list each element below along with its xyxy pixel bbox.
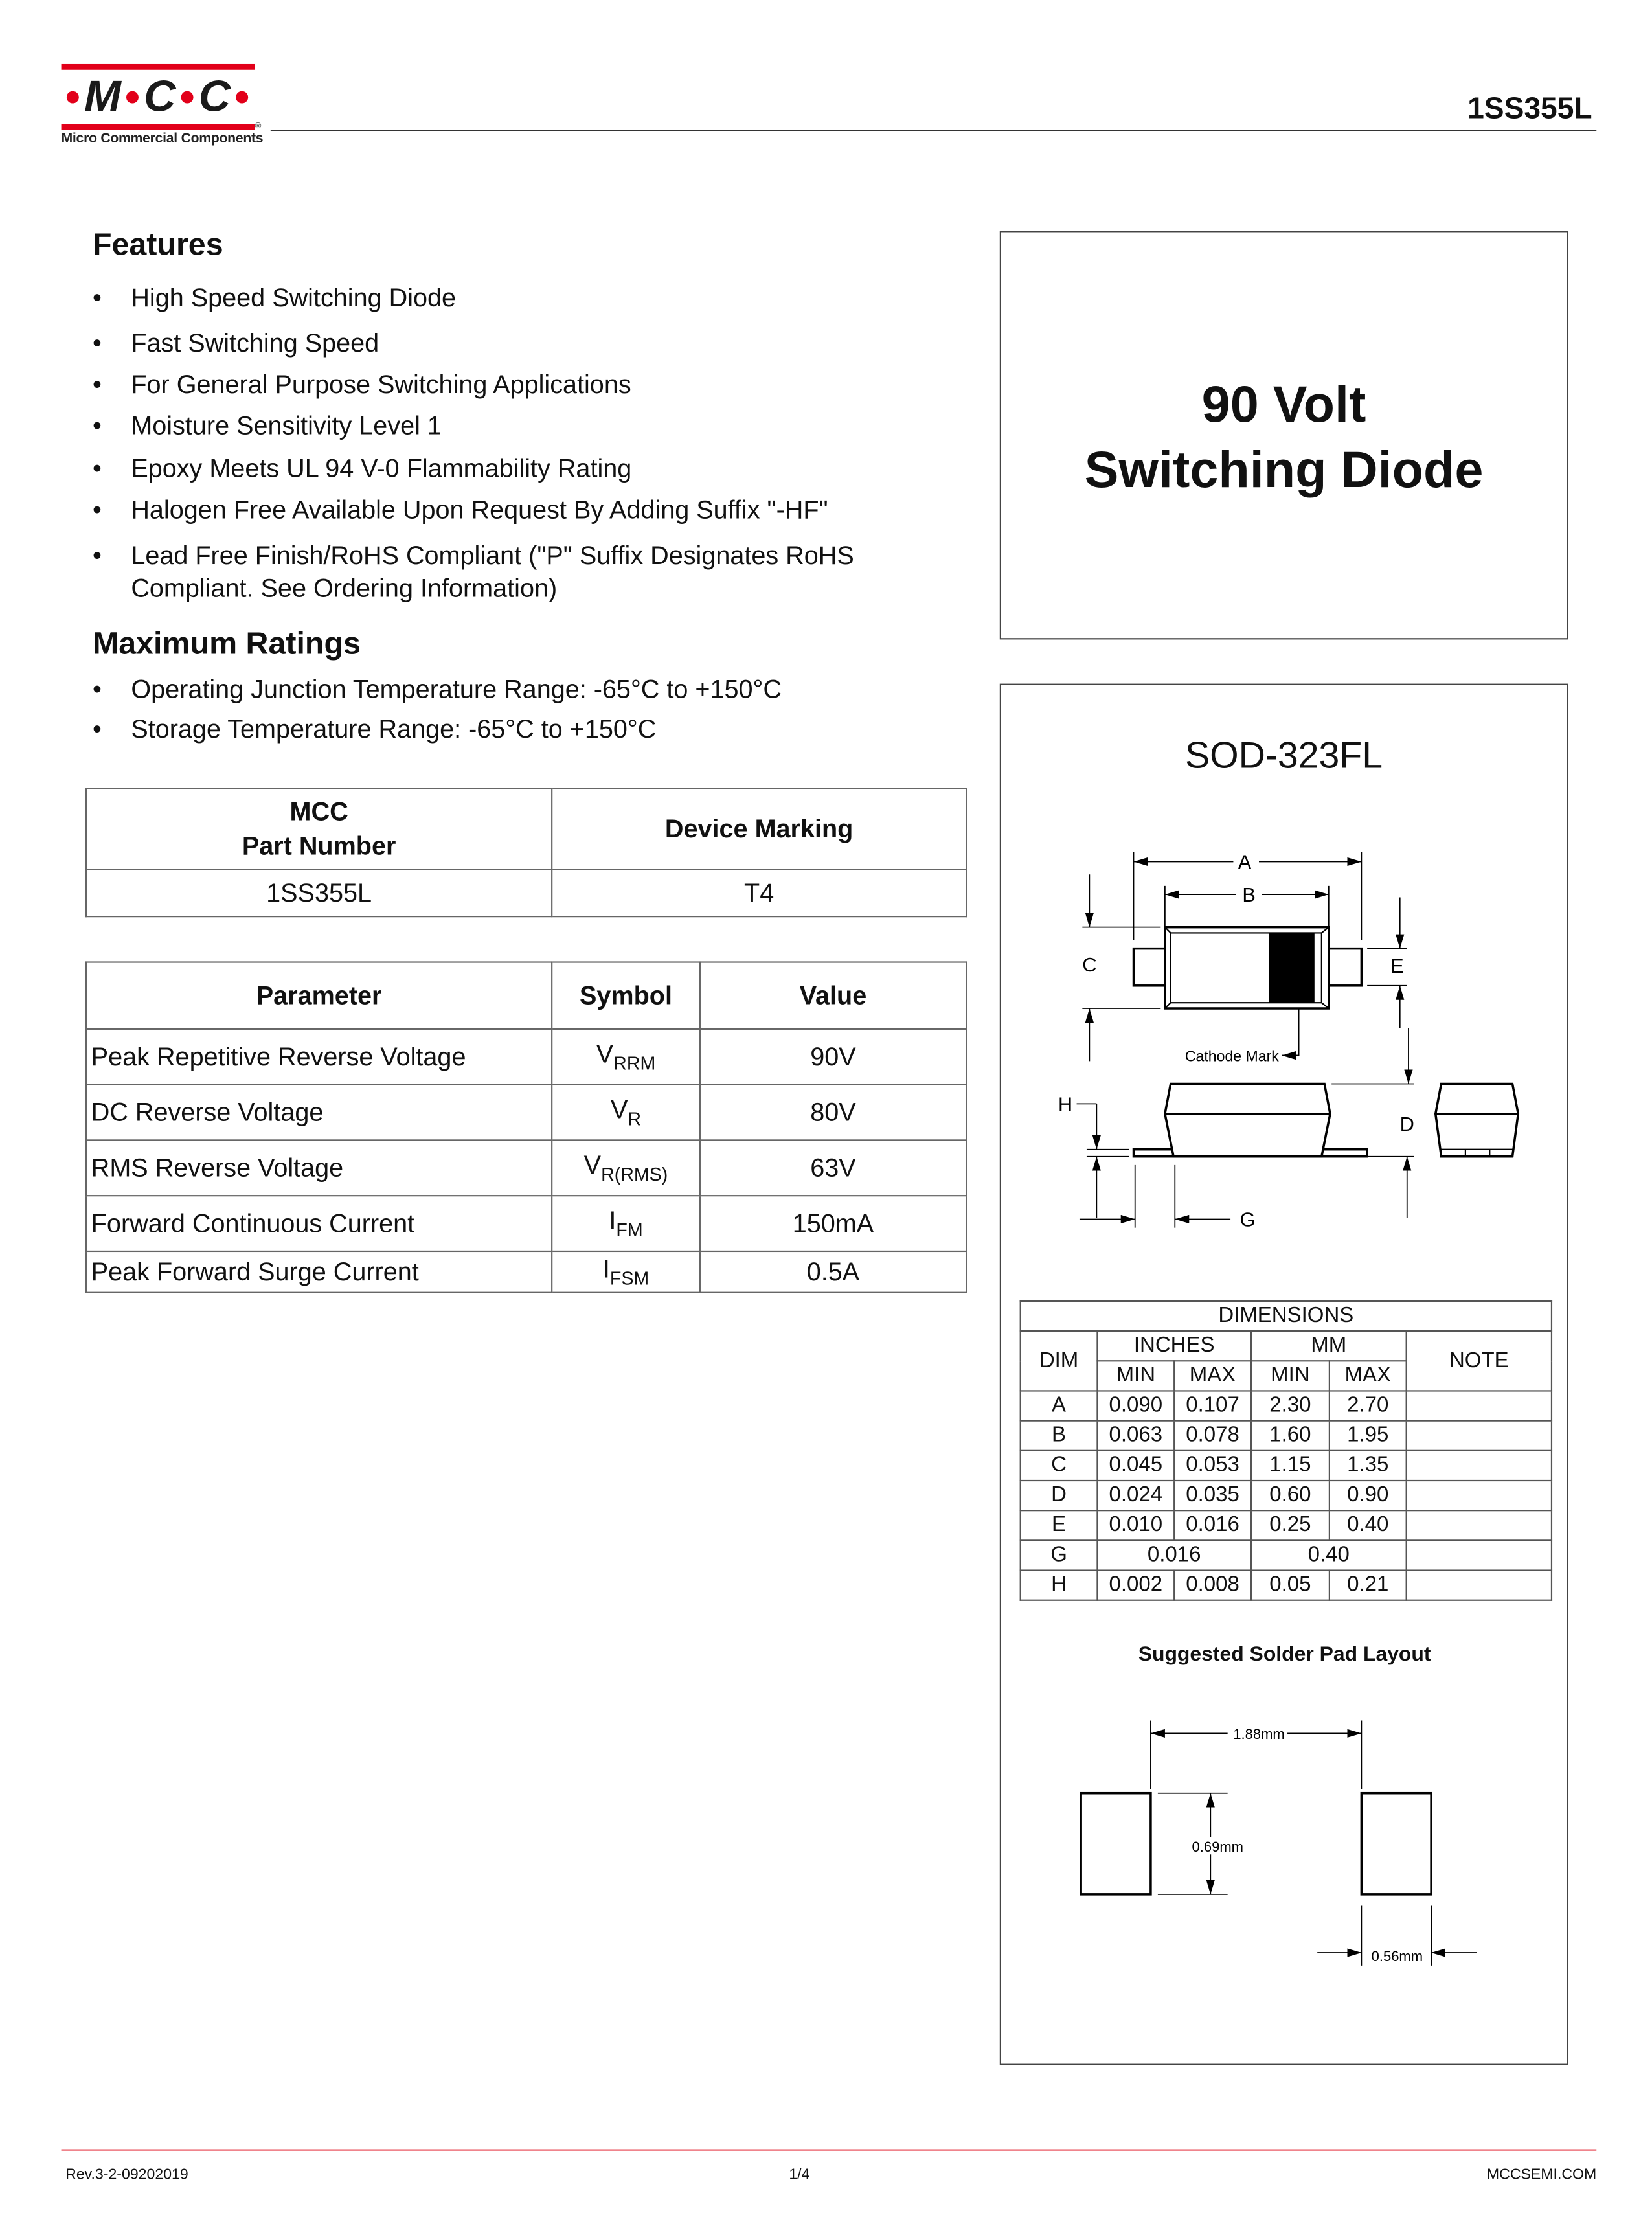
value-cell: 0.090: [1097, 1391, 1174, 1420]
features-heading: Features: [92, 226, 223, 262]
dimensions-title: DIMENSIONS: [1021, 1301, 1552, 1331]
table-row: [1021, 1391, 1552, 1420]
value-cell: 0.045: [1097, 1451, 1174, 1481]
value-cell: 0.063: [1097, 1421, 1174, 1451]
solder-pad-right: [1361, 1793, 1431, 1894]
label-d: D: [1399, 1113, 1414, 1136]
title-line-1: 90 Volt: [1201, 374, 1366, 433]
value-cell: 80V: [700, 1085, 966, 1141]
cathode-mark-label: Cathode Mark: [1184, 1047, 1279, 1065]
value-cell: 0.5A: [700, 1251, 966, 1293]
dimensions-header-row: [1021, 1331, 1552, 1361]
value-cell: 0.053: [1174, 1451, 1251, 1481]
header-max: MAX: [1174, 1361, 1251, 1391]
diode-top-view: [1134, 927, 1362, 1008]
note-cell: [1407, 1421, 1552, 1451]
value-cell: 63V: [700, 1140, 966, 1196]
footer-revision: Rev.3-2-09202019: [65, 2166, 188, 2184]
value-cell: 90V: [700, 1029, 966, 1085]
value-cell: 0.035: [1174, 1481, 1251, 1510]
pad-height-label: 0.69mm: [1192, 1838, 1243, 1855]
cathode-band: [1269, 933, 1314, 1003]
parameter-cell: Peak Forward Surge Current: [86, 1251, 552, 1293]
table-row: [1021, 1510, 1552, 1540]
header-min: MIN: [1097, 1361, 1174, 1391]
label-c: C: [1082, 953, 1097, 976]
header-mm: MM: [1251, 1331, 1407, 1361]
label-b: B: [1242, 883, 1256, 907]
value-cell: 2.70: [1330, 1391, 1407, 1420]
value-cell: 0.010: [1097, 1510, 1174, 1540]
logo-subtitle: Micro Commercial Components: [61, 131, 264, 147]
label-g: G: [1239, 1208, 1256, 1231]
value-cell: 1.95: [1330, 1421, 1407, 1451]
note-cell: [1407, 1481, 1552, 1510]
header-parameter: Parameter: [86, 962, 552, 1029]
note-cell: [1407, 1571, 1552, 1600]
header-min: MIN: [1251, 1361, 1330, 1391]
header-symbol: Symbol: [552, 962, 700, 1029]
dim-cell: H: [1021, 1571, 1098, 1600]
table-row: [1021, 1451, 1552, 1481]
value-cell: 0.25: [1251, 1510, 1330, 1540]
pad-width-label: 0.56mm: [1371, 1948, 1423, 1965]
symbol-cell: $V_R$: [552, 1085, 700, 1141]
value-cell: 0.05: [1251, 1571, 1330, 1600]
parameter-cell: Peak Repetitive Reverse Voltage: [86, 1029, 552, 1085]
header-dim: DIM: [1021, 1331, 1098, 1391]
marking-cell: T4: [552, 870, 966, 917]
value-cell: 0.016: [1174, 1510, 1251, 1540]
value-cell: 150mA: [700, 1196, 966, 1251]
footer-website[interactable]: MCCSEMI.COM: [1486, 2166, 1597, 2184]
dim-cell: C: [1021, 1451, 1098, 1481]
dimensions-title-row: [1021, 1301, 1552, 1331]
symbol-cell: $I_{FSM}$: [552, 1251, 700, 1293]
table-row: [1021, 1421, 1552, 1451]
note-cell: [1407, 1391, 1552, 1420]
dim-cell: B: [1021, 1421, 1098, 1451]
dimension-lines: [1077, 852, 1414, 1228]
package-name: SOD-323FL: [1184, 733, 1383, 777]
symbol-cell: $V_{RRM}$: [552, 1029, 700, 1085]
value-cell: 1.15: [1251, 1451, 1330, 1481]
label-h: H: [1058, 1093, 1073, 1116]
registered-icon: ®: [255, 122, 262, 131]
value-cell: 2.30: [1251, 1391, 1330, 1420]
value-cell: 0.21: [1330, 1571, 1407, 1600]
footer-rule: [62, 2150, 1597, 2151]
value-cell: 0.40: [1330, 1510, 1407, 1540]
value-cell: 0.078: [1174, 1421, 1251, 1451]
table-row: [1021, 1571, 1552, 1600]
table-row: [1021, 1540, 1552, 1570]
value-cell: 1.60: [1251, 1421, 1330, 1451]
header-value: Value: [700, 962, 966, 1029]
value-cell: 0.90: [1330, 1481, 1407, 1510]
dim-cell: D: [1021, 1481, 1098, 1510]
note-cell: [1407, 1510, 1552, 1540]
pad-spacing-label: 1.88mm: [1233, 1726, 1285, 1743]
solder-pad-title: Suggested Solder Pad Layout: [1138, 1643, 1431, 1666]
parameter-cell: RMS Reverse Voltage: [86, 1140, 552, 1196]
solder-pad-drawing: [1081, 1721, 1477, 1966]
value-cell: 0.107: [1174, 1391, 1251, 1420]
header-device-marking: Device Marking: [552, 788, 966, 869]
note-cell: [1407, 1540, 1552, 1570]
value-cell: 0.40: [1251, 1540, 1407, 1570]
dim-cell: G: [1021, 1540, 1098, 1570]
value-cell: 1.35: [1330, 1451, 1407, 1481]
value-cell: 0.024: [1097, 1481, 1174, 1510]
dim-cell: A: [1021, 1391, 1098, 1420]
dimension-labels: [1058, 850, 1414, 1231]
note-cell: [1407, 1451, 1552, 1481]
dimensions-table: [1020, 1300, 1552, 1601]
value-cell: 0.008: [1174, 1571, 1251, 1600]
label-a: A: [1238, 850, 1252, 874]
datasheet-page: ●M ●C ●C ● ® Micro Commercial Components 1SS355L Features • High Speed Switching Diode • Fast Switching Speed • For General Purpose Switching Applications • Moisture Sensitivity Level 1 • Epoxy Meets UL 94 V-0 Flammability Rating • Halogen Free Available Upon Request By Adding Suffix "-HF" • Lead Free Finish/RoHS Compliant ("P" Suffix Designates RoHS Compliant. See Ordering Information) Maximum Ratings • Operating Junction Temperature Range: -65°C to +150°C • Storage Temperature Range: -65°C to +150°C MCC Part Number Device Marking 1SS355L T4 Parameter Symbol Value Peak Repetitive Reverse Voltage $V_{RRM}$ 90V DC Reverse Voltage $V_R$ 80V RMS Reverse Voltage $V_{R(RMS)}$ 63V Forward Continuous Current $I_{FM}$ 150mA Peak Forward Surge Current $I_{FSM}$ 0.5A 90 Volt Switching Diode SOD-323FL A B C E D H G Cathode Mark 1.88mm 0.69mm 0.56mm DIMENSIONS DIM INCHES MM NOTE MIN MAX MIN MAX A 0.090 0.107 2.30 2.70 B 0.063 0.078 1.60 1.95 C 0.045 0.053 1.15 1.35 D 0.024 0.035 0.60 0.90 E 0.010 0.016 0.25 0.40 G 0.016 0.40 H 0.002 0.008 0.05 0.21 Suggested Solder Pad Layout Rev.3-2-09202019 1/4 MCCSEMI.COM: [0, 0, 1652, 2226]
solder-pad-left: [1081, 1793, 1151, 1894]
value-cell: 0.016: [1097, 1540, 1251, 1570]
parameter-cell: Forward Continuous Current: [86, 1196, 552, 1251]
header-inches: INCHES: [1097, 1331, 1251, 1361]
title-line-2: Switching Diode: [1084, 440, 1484, 499]
header-note: NOTE: [1407, 1331, 1552, 1391]
diode-end-view: [1436, 1084, 1519, 1157]
value-cell: 0.002: [1097, 1571, 1174, 1600]
logo-lettering: ●M ●C ●C ●: [63, 71, 253, 121]
footer-page-number: 1/4: [789, 2166, 810, 2184]
header-max: MAX: [1330, 1361, 1407, 1391]
diode-side-view: [1134, 1084, 1368, 1157]
max-ratings-heading: Maximum Ratings: [92, 625, 361, 661]
table-row: [1021, 1481, 1552, 1510]
symbol-cell: $V_{R(RMS)}$: [552, 1140, 700, 1196]
parameter-cell: DC Reverse Voltage: [86, 1085, 552, 1141]
part-number-cell: 1SS355L: [86, 870, 552, 917]
header-part-number: MCC Part Number: [86, 788, 552, 869]
part-number: 1SS355L: [1467, 92, 1592, 126]
value-cell: 0.60: [1251, 1481, 1330, 1510]
label-e: E: [1390, 955, 1404, 978]
symbol-cell: $I_{FM}$: [552, 1196, 700, 1251]
dim-cell: E: [1021, 1510, 1098, 1540]
pad-dimension-labels: [1192, 1726, 1423, 1964]
